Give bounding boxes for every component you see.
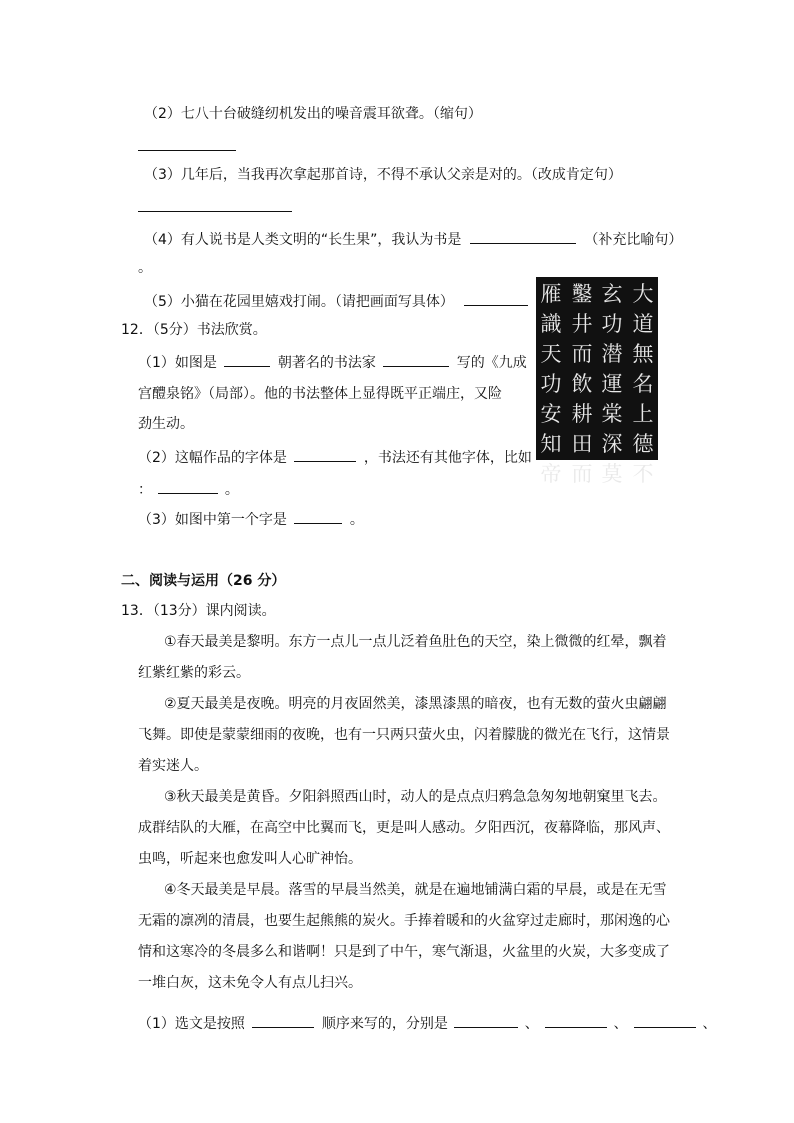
q12-p3-text-a: （3）如图中第一个字是 bbox=[138, 512, 287, 528]
calligraphy-char: 潜 bbox=[601, 342, 623, 366]
calligraphy-char: 天 bbox=[540, 342, 562, 366]
q12-p3-line bbox=[138, 508, 364, 530]
q11-item3-answer-line[interactable] bbox=[138, 211, 292, 212]
q11-item4-text-b: （补充比喻句） bbox=[584, 232, 683, 248]
calligraphy-char: 知 bbox=[540, 432, 562, 456]
q13-answer-blank-3[interactable] bbox=[634, 1012, 696, 1028]
q11-item5-blank[interactable] bbox=[464, 290, 528, 306]
q13-answer-blank-1[interactable] bbox=[454, 1012, 518, 1028]
calligraphy-char: 功 bbox=[540, 372, 562, 396]
q13-para1-line1: ①春天最美是黎明。东方一点儿一点儿泛着鱼肚色的天空，染上微微的红晕，飘着 bbox=[164, 634, 667, 650]
calligraphy-char: 井 bbox=[571, 312, 593, 336]
calligraphy-char: 而 bbox=[571, 342, 593, 366]
q12-p2-colon: ： bbox=[138, 482, 152, 498]
q12-p1-text-b: 朝著名的书法家 bbox=[277, 355, 376, 371]
q12-p1-text-a: （1）如图是 bbox=[138, 355, 217, 371]
q13-answer-blank-2[interactable] bbox=[545, 1012, 607, 1028]
q13-para4-line3: 情和这寒冷的冬晨多么和谐啊！只是到了中午，寒气渐退，火盆里的火炭，大多变成了 bbox=[138, 944, 670, 960]
calligraphy-char: 上 bbox=[632, 402, 654, 426]
q13-para3-line1: ③秋天最美是黄昏。夕阳斜照西山时，动人的是点点归鸦急急匆匆地朝窠里飞去。 bbox=[164, 789, 667, 805]
q12-heading: 12．（5分）书法欣赏。 bbox=[121, 322, 267, 338]
q13-para2-line2: 飞舞。即使是蒙蒙细雨的夜晚，也有一只两只萤火虫，闪着朦胧的微光在飞行，这情景 bbox=[138, 727, 670, 743]
calligraphy-char: 運 bbox=[601, 372, 623, 396]
q11-item4-line bbox=[144, 228, 682, 250]
calligraphy-char: 功 bbox=[601, 312, 623, 336]
q13-order-blank[interactable] bbox=[252, 1012, 314, 1028]
q13-para4-line1: ④冬天最美是早晨。落雪的早晨当然美，就是在遍地铺满白霜的早晨，或是在无雪 bbox=[164, 882, 667, 898]
q12-p3-end: 。 bbox=[349, 512, 364, 528]
q12-p2-text-a: （2）这幅作品的字体是 bbox=[138, 450, 287, 466]
calligraphy-column-2 bbox=[599, 279, 625, 489]
q12-p1-line3: 劲生动。 bbox=[138, 416, 194, 432]
q13-q1-line bbox=[138, 1012, 717, 1034]
q11-item5-line bbox=[144, 290, 528, 312]
calligraphy-char: 大 bbox=[632, 282, 654, 306]
q13-q1-text-a: （1）选文是按照 bbox=[138, 1016, 245, 1032]
q11-item2-answer-line[interactable] bbox=[138, 150, 236, 151]
section-title: 二、阅读与运用（26 分） bbox=[121, 573, 286, 589]
q13-para1-line2: 红紫红紫的彩云。 bbox=[138, 665, 250, 681]
calligraphy-char: 識 bbox=[540, 312, 562, 336]
calligraphy-char: 棠 bbox=[601, 402, 623, 426]
q11-item4-blank[interactable] bbox=[470, 228, 576, 244]
q12-dynasty-blank[interactable] bbox=[224, 351, 270, 367]
q13-q1-sep-3: 、 bbox=[702, 1016, 717, 1032]
q12-first-char-blank[interactable] bbox=[294, 508, 342, 524]
q13-para4-line2: 无霜的凛冽的清晨，也要生起熊熊的炭火。手捧着暖和的火盆穿过走廊时，那闲逸的心 bbox=[138, 913, 670, 929]
calligraphy-char: 道 bbox=[632, 312, 654, 336]
calligraphy-column-3 bbox=[569, 279, 595, 489]
calligraphy-char: 無 bbox=[632, 342, 654, 366]
q12-p2-line1 bbox=[138, 446, 532, 468]
q12-script-type-blank[interactable] bbox=[294, 446, 356, 462]
q13-heading: 13．（13分）课内阅读。 bbox=[121, 603, 276, 619]
calligraphy-image bbox=[536, 277, 658, 486]
calligraphy-char: 帝 bbox=[540, 462, 562, 486]
calligraphy-char: 安 bbox=[540, 402, 562, 426]
calligraphy-char: 耕 bbox=[571, 402, 593, 426]
calligraphy-column-1 bbox=[630, 279, 656, 489]
q12-other-script-blank[interactable] bbox=[158, 478, 218, 494]
q13-para4-line4: 一堆白灰，这未免令人有点儿扫兴。 bbox=[138, 975, 362, 991]
calligraphy-char: 田 bbox=[571, 432, 593, 456]
calligraphy-char: 德 bbox=[632, 432, 654, 456]
calligraphy-char: 鑿 bbox=[571, 282, 593, 306]
calligraphy-char: 玄 bbox=[601, 282, 623, 306]
q13-q1-text-b: 顺序来写的，分别是 bbox=[321, 1016, 448, 1032]
q13-q1-sep-2: 、 bbox=[613, 1016, 628, 1032]
q12-p2-line2 bbox=[138, 478, 239, 500]
q13-para2-line3: 着实迷人。 bbox=[138, 758, 208, 774]
q12-calligrapher-blank[interactable] bbox=[383, 351, 449, 367]
calligraphy-column-4 bbox=[538, 279, 564, 489]
calligraphy-char: 名 bbox=[632, 372, 654, 396]
q11-item2-text: （2）七八十台破缝纫机发出的噪音震耳欲聋。（缩句） bbox=[144, 106, 482, 122]
q12-p1-line2: 宫醴泉铭》（局部）。他的书法整体上显得既平正端庄，又险 bbox=[138, 386, 502, 402]
calligraphy-char: 深 bbox=[601, 432, 623, 456]
calligraphy-char: 雁 bbox=[540, 282, 562, 306]
q13-para2-line1: ②夏天最美是夜晚。明亮的月夜固然美，漆黑漆黑的暗夜，也有无数的萤火虫翩翩 bbox=[164, 696, 667, 712]
q13-para3-line3: 虫鸣，听起来也愈发叫人心旷神怡。 bbox=[138, 851, 362, 867]
calligraphy-char: 飲 bbox=[571, 372, 593, 396]
calligraphy-char: 而 bbox=[571, 462, 593, 486]
calligraphy-char: 不 bbox=[632, 462, 654, 486]
q12-p2-text-b: ，书法还有其他字体，比如 bbox=[363, 450, 532, 466]
q13-q1-sep-1: 、 bbox=[524, 1016, 539, 1032]
q13-para3-line2: 成群结队的大雁，在高空中比翼而飞，更是叫人感动。夕阳西沉，夜幕降临，那风声、 bbox=[138, 820, 670, 836]
q11-item4-end: 。 bbox=[138, 260, 152, 276]
q12-p1-text-c: 写的《九成 bbox=[456, 355, 527, 371]
q12-p2-end: 。 bbox=[224, 482, 239, 498]
q11-item5-text: （5）小猫在花园里嬉戏打闹。（请把画面写具体） bbox=[144, 294, 454, 310]
q12-p1-line1 bbox=[138, 351, 527, 373]
q11-item3-text: （3）几年后，当我再次拿起那首诗，不得不承认父亲是对的。（改成肯定句） bbox=[144, 167, 622, 183]
q11-item4-text-a: （4）有人说书是人类文明的“长生果”，我认为书是 bbox=[144, 232, 462, 248]
calligraphy-char: 莫 bbox=[601, 462, 623, 486]
